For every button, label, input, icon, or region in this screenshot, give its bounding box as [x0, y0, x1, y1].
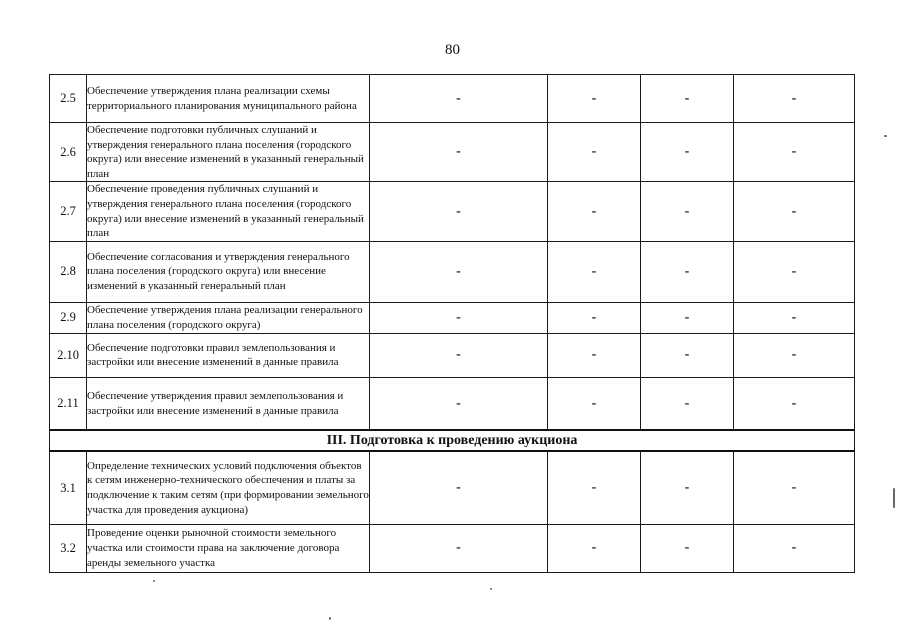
requirements-table	[49, 74, 855, 573]
row-number: 2.9	[50, 302, 87, 333]
scan-speck	[153, 580, 155, 582]
row-description: Обеспечение согласования и утверждения генерального плана поселения (городского округа) или внесение изменений в указанный генеральный план	[87, 241, 370, 302]
cell-value: -	[641, 333, 734, 377]
cell-value: -	[548, 377, 641, 430]
table-row	[50, 524, 855, 572]
cell-value: -	[641, 451, 734, 524]
cell-value: -	[370, 524, 548, 572]
cell-value: -	[734, 241, 855, 302]
table-row	[50, 123, 855, 182]
cell-value: -	[734, 377, 855, 430]
row-number: 2.7	[50, 182, 87, 241]
cell-value: -	[548, 302, 641, 333]
cell-value: -	[370, 333, 548, 377]
cell-value: -	[641, 123, 734, 182]
cell-value: -	[734, 451, 855, 524]
table-row	[50, 75, 855, 123]
table-row	[50, 377, 855, 430]
table-row	[50, 241, 855, 302]
row-description: Обеспечение утверждения правил землепользования и застройки или внесение изменений в данные правила	[87, 377, 370, 430]
scan-speck	[893, 488, 895, 508]
cell-value: -	[734, 182, 855, 241]
cell-value: -	[548, 451, 641, 524]
cell-value: -	[370, 241, 548, 302]
scan-speck	[884, 135, 887, 137]
cell-value: -	[548, 182, 641, 241]
row-number: 2.11	[50, 377, 87, 430]
row-number: 2.10	[50, 333, 87, 377]
row-description: Определение технических условий подключения объектов к сетям инженерно-технического обеспечения и платы за подключение к таким сетям (при формировании земельного участка для проведения аукциона)	[87, 451, 370, 524]
cell-value: -	[641, 75, 734, 123]
cell-value: -	[370, 75, 548, 123]
table-row	[50, 333, 855, 377]
row-description: Обеспечение проведения публичных слушаний и утверждения генерального плана поселения (городского округа) или внесение изменений в указанный генеральный план	[87, 182, 370, 241]
row-description: Обеспечение подготовки публичных слушаний и утверждения генерального плана поселения (городского округа) или внесение изменений в указанный генеральный план	[87, 123, 370, 182]
table-row	[50, 451, 855, 524]
cell-value: -	[734, 302, 855, 333]
cell-value: -	[641, 182, 734, 241]
row-number: 2.5	[50, 75, 87, 123]
row-description: Обеспечение утверждения плана реализации схемы территориального планирования муниципального района	[87, 75, 370, 123]
cell-value: -	[548, 123, 641, 182]
cell-value: -	[370, 302, 548, 333]
cell-value: -	[370, 123, 548, 182]
row-number: 3.1	[50, 451, 87, 524]
cell-value: -	[641, 241, 734, 302]
row-description: Обеспечение утверждения плана реализации генерального плана поселения (городского округа)	[87, 302, 370, 333]
cell-value: -	[370, 451, 548, 524]
cell-value: -	[370, 377, 548, 430]
cell-value: -	[734, 524, 855, 572]
cell-value: -	[641, 377, 734, 430]
section-title: III. Подготовка к проведению аукциона	[50, 430, 855, 451]
row-description: Проведение оценки рыночной стоимости земельного участка или стоимости права на заключение договора аренды земельного участка	[87, 524, 370, 572]
cell-value: -	[734, 333, 855, 377]
section-row	[50, 430, 855, 451]
cell-value: -	[734, 123, 855, 182]
cell-value: -	[370, 182, 548, 241]
cell-value: -	[734, 75, 855, 123]
table-row	[50, 182, 855, 241]
scan-speck	[329, 617, 331, 620]
cell-value: -	[641, 302, 734, 333]
cell-value: -	[548, 75, 641, 123]
row-number: 3.2	[50, 524, 87, 572]
cell-value: -	[548, 241, 641, 302]
cell-value: -	[548, 524, 641, 572]
cell-value: -	[641, 524, 734, 572]
row-number: 2.8	[50, 241, 87, 302]
page-number: 80	[445, 42, 460, 58]
table-row	[50, 302, 855, 333]
scan-speck	[490, 588, 492, 590]
row-number: 2.6	[50, 123, 87, 182]
row-description: Обеспечение подготовки правил землепользования и застройки или внесение изменений в данные правила	[87, 333, 370, 377]
cell-value: -	[548, 333, 641, 377]
